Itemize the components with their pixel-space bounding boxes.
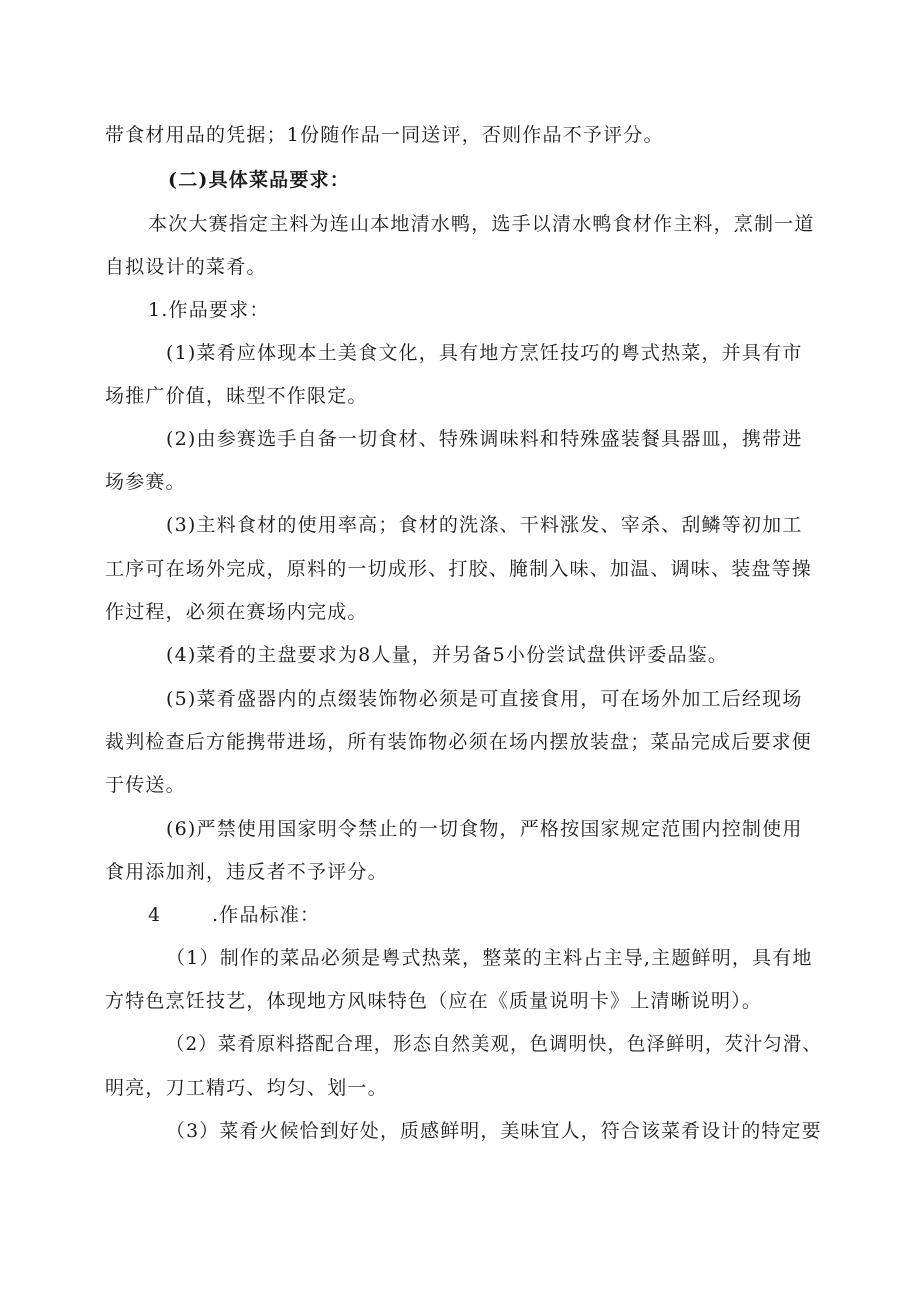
text-line: 作过程，必须在赛场内完成。 bbox=[105, 601, 368, 623]
text-line: 工序可在场外完成，原料的一切成形、打胶、腌制入味、加温、调味、装盘等操 bbox=[105, 558, 813, 580]
text-line: (2)由参赛选手自备一切食材、特殊调味料和特殊盛装餐具器皿，携带进 bbox=[166, 428, 803, 450]
text-line: 本次大赛指定主料为连山本地清水鸭，选手以清水鸭食材作主料，烹制一道 bbox=[148, 213, 815, 235]
list-number: 4 bbox=[148, 904, 162, 926]
text-line: （2）菜肴原料搭配合理，形态自然美观，色调明快，色泽鲜明，芡汁匀滑、 bbox=[166, 1033, 822, 1055]
text-line: （3）菜肴火候恰到好处，质感鲜明，美味宜人，符合该菜肴设计的特定要 bbox=[166, 1120, 822, 1142]
text-line: (4)菜肴的主盘要求为8人量，并另备5小份尝试盘供评委品鉴。 bbox=[166, 644, 729, 666]
text-line: 场参赛。 bbox=[105, 471, 186, 493]
subsection-heading: .作品标准： bbox=[212, 904, 321, 926]
text-line: 明亮，刀工精巧、均匀、划一。 bbox=[105, 1077, 388, 1099]
text-line: （1）制作的菜品必须是粤式热菜，整菜的主料占主导,主题鲜明，具有地 bbox=[166, 947, 813, 969]
text-line: 自拟设计的菜肴。 bbox=[105, 256, 267, 278]
section-heading: (二)具体菜品要求： bbox=[168, 169, 350, 191]
text-line: 裁判检查后方能携带进场，所有装饰物必须在场内摆放装盘；菜品完成后要求便 bbox=[105, 731, 813, 753]
text-line: 场推广价值，昧型不作限定。 bbox=[105, 385, 368, 407]
text-line: (3)主料食材的使用率高；食材的洗涤、干料涨发、宰杀、刮鳞等初加工 bbox=[166, 514, 803, 536]
text-line: (6)严禁使用国家明令禁止的一切食物，严格按国家规定范围内控制使用 bbox=[166, 818, 803, 840]
subsection-heading: 1.作品要求： bbox=[148, 299, 270, 321]
text-line: 于传送。 bbox=[105, 774, 186, 796]
text-line: (5)菜肴盛器内的点缀装饰物必须是可直接食用，可在场外加工后经现场 bbox=[166, 688, 803, 710]
text-line: 带食材用品的凭据；1份随作品一同送评，否则作品不予评分。 bbox=[105, 124, 664, 146]
text-line: 食用添加剂，违反者不予评分。 bbox=[105, 861, 388, 883]
text-line: 方特色烹饪技艺，体现地方风味特色（应在《质量说明卡》上清晰说明）。 bbox=[105, 990, 763, 1012]
text-line: (1)菜肴应体现本土美食文化，具有地方烹饪技巧的粤式热菜，并具有市 bbox=[166, 342, 803, 364]
